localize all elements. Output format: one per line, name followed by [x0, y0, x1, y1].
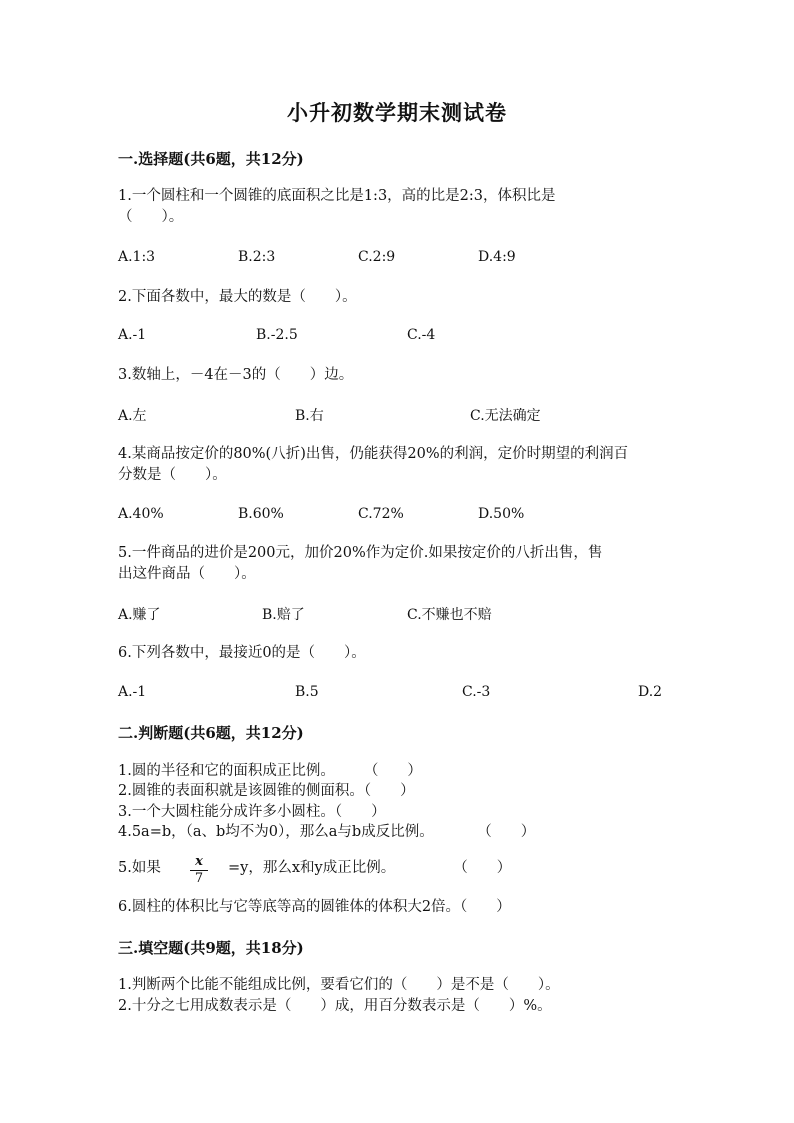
fraction-numerator: x: [190, 855, 208, 871]
fraction-denominator: 7: [194, 871, 204, 886]
judgement-item-1: 1.圆的半径和它的面积成正比例。 （ ）: [118, 763, 422, 779]
q4-option-b: B.60%: [238, 506, 284, 522]
question-1-line2: （ ）。: [118, 209, 184, 225]
q4-option-c: C.72%: [358, 506, 404, 522]
page-title: 小升初数学期末测试卷: [287, 100, 507, 125]
judgement-item-5-prefix: 5.如果: [118, 860, 161, 876]
q2-option-c: C.-4: [407, 327, 436, 343]
judgement-item-5-suffix: =y，那么x和y成正比例。 （ ）: [228, 860, 512, 876]
question-3: 3.数轴上，－4在－3的（ ）边。: [118, 367, 354, 383]
q1-option-b: B.2:3: [238, 249, 276, 265]
fraction-x-over-7: [190, 855, 208, 886]
q3-option-c: C.无法确定: [470, 408, 541, 424]
question-5-line1: 5.一件商品的进价是200元，加价20%作为定价.如果按定价的八折出售，售: [118, 545, 603, 561]
question-1: [118, 186, 678, 228]
q5-option-a: A.赚了: [118, 607, 161, 623]
judgement-item-3: 3.一个大圆柱能分成许多小圆柱。（ ）: [118, 804, 386, 820]
q5-option-c: C.不赚也不赔: [407, 607, 492, 623]
question-4-line2: 分数是（ ）。: [118, 467, 227, 483]
q4-option-d: D.50%: [478, 506, 525, 522]
judgement-item-4: 4.5a=b，（a、b均不为0），那么a与b成反比例。 （ ）: [118, 824, 536, 840]
q6-option-d: D.2: [638, 684, 663, 700]
section-heading-judgement: 二.判断题(共6题，共12分): [118, 724, 304, 742]
q5-option-b: B.赔了: [262, 607, 305, 623]
q3-option-a: A.左: [118, 408, 147, 424]
question-2: 2.下面各数中，最大的数是（ ）。: [118, 289, 357, 305]
question-4: [118, 444, 678, 486]
judgement-item-6: 6.圆柱的体积比与它等底等高的圆锥体的体积大2倍。（ ）: [118, 899, 511, 915]
q6-option-b: B.5: [295, 684, 319, 700]
fill-blank-item-1: 1.判断两个比能不能组成比例，要看它们的（ ）是不是（ ）。: [118, 977, 560, 993]
question-4-line1: 4.某商品按定价的80%(八折)出售，仍能获得20%的利润，定价时期望的利润百: [118, 446, 629, 462]
fill-blank-item-2: 2.十分之七用成数表示是（ ）成，用百分数表示是（ ）%。: [118, 998, 552, 1014]
question-1-line1: 1.一个圆柱和一个圆锥的底面积之比是1:3，高的比是2:3，体积比是: [118, 188, 556, 204]
question-5: [118, 543, 678, 585]
question-5-line2: 出这件商品（ ）。: [118, 566, 256, 582]
q1-option-a: A.1:3: [118, 249, 156, 265]
q6-option-c: C.-3: [462, 684, 491, 700]
q2-option-a: A.-1: [118, 327, 147, 343]
q1-option-d: D.4:9: [478, 249, 516, 265]
q2-option-b: B.-2.5: [256, 327, 298, 343]
section-heading-fill-blank: 三.填空题(共9题，共18分): [118, 939, 304, 957]
q4-option-a: A.40%: [118, 506, 164, 522]
judgement-item-2: 2.圆锥的表面积就是该圆锥的侧面积。（ ）: [118, 783, 415, 799]
section-heading-choice: 一.选择题(共6题，共12分): [118, 150, 304, 168]
q1-option-c: C.2:9: [358, 249, 396, 265]
question-6: 6.下列各数中，最接近0的是（ ）。: [118, 645, 366, 661]
q3-option-b: B.右: [295, 408, 324, 424]
q6-option-a: A.-1: [118, 684, 147, 700]
